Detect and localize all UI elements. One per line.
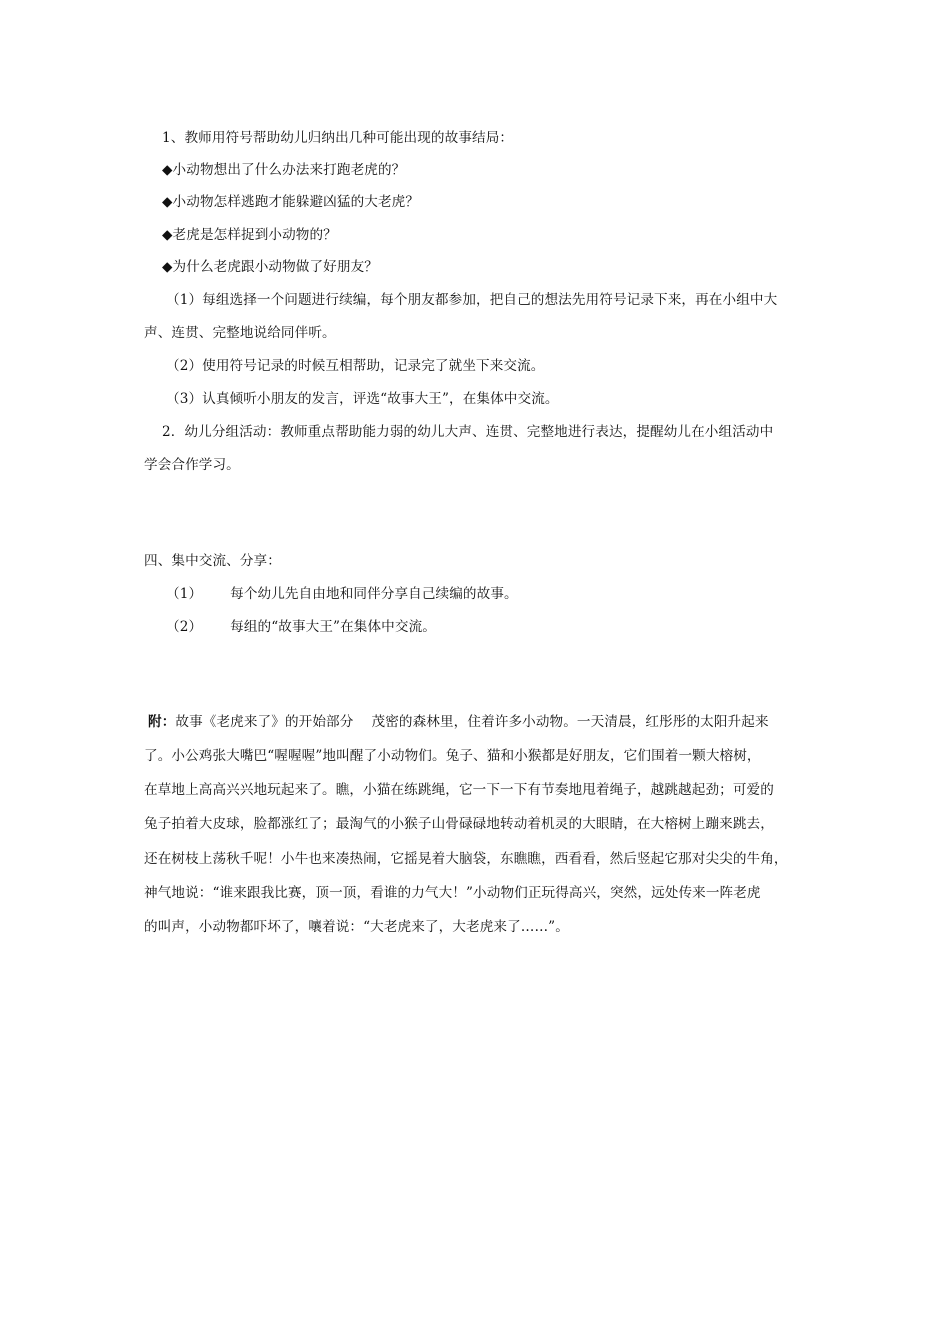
item1-intro: 1、教师用符号帮助幼儿归纳出几种可能出现的故事结局：: [162, 130, 514, 146]
appendix-line: 神气地说：“谁来跟我比赛，顶一顶，看谁的力气大！”小动物们正玩得高兴，突然，远处传来一阵老虎: [144, 885, 761, 901]
share-item-text: 每个幼儿先自由地和同伴分享自己续编的故事。: [230, 586, 518, 602]
item2-line1: 2．幼儿分组活动：教师重点帮助能力弱的幼儿大声、连贯、完整地进行表达，提醒幼儿在小组活动中: [162, 424, 774, 440]
step1-line2: 声、连贯、完整地说给同伴听。: [144, 325, 336, 341]
section4-heading: 四、集中交流、分享：: [144, 553, 281, 569]
share-item-number: （2）: [166, 619, 203, 635]
appendix-line: 的叫声，小动物都吓坏了，嚷着说：“大老虎来了，大老虎来了……”。: [144, 919, 569, 935]
bullet-item: ◆小动物想出了什么办法来打跑老虎的？: [162, 162, 406, 178]
appendix-line: 在草地上高高兴兴地玩起来了。瞧，小猫在练跳绳，它一下一下有节奏地甩着绳子，越跳越起劲；可爱的: [144, 782, 774, 798]
bullet-item: ◆小动物怎样逃跑才能躲避凶猛的大老虎？: [162, 194, 420, 210]
share-item-text: 每组的“故事大王”在集体中交流。: [230, 619, 436, 635]
appendix-line: 兔子拍着大皮球，脸都涨红了；最淘气的小猴子山骨碌碌地转动着机灵的大眼睛，在大榕树上蹦来跳去，: [144, 816, 774, 832]
share-item-number: （1）: [166, 586, 203, 602]
appendix-text: 故事《老虎来了》的开始部分 茂密的森林里，住着许多小动物。一天清晨，红彤彤的太阳升起来: [175, 714, 769, 730]
share-item: [166, 584, 518, 604]
step1-line1: （1）每组选择一个问题进行续编，每个朋友都参加，把自己的想法先用符号记录下来，再在小组中大: [166, 292, 778, 308]
appendix-label: 附：: [148, 714, 176, 730]
bullet-item: ◆老虎是怎样捉到小动物的？: [162, 227, 337, 243]
bullet-item: ◆为什么老虎跟小动物做了好朋友？: [162, 259, 378, 275]
appendix-line: [148, 712, 769, 732]
share-item: [166, 617, 436, 637]
item2-line2: 学会合作学习。: [144, 457, 240, 473]
appendix-line: 了。小公鸡张大嘴巴“喔喔喔”地叫醒了小动物们。兔子、猫和小猴都是好朋友，它们围着一颗大榕树，: [144, 748, 761, 764]
appendix-line: 还在树枝上荡秋千呢！小牛也来凑热闹，它摇晃着大脑袋，东瞧瞧，西看看，然后竖起它那对尖尖的牛角，: [144, 851, 788, 867]
step2: （2）使用符号记录的时候互相帮助，记录完了就坐下来交流。: [166, 358, 545, 374]
step3: （3）认真倾听小朋友的发言，评选“故事大王”，在集体中交流。: [166, 391, 559, 407]
